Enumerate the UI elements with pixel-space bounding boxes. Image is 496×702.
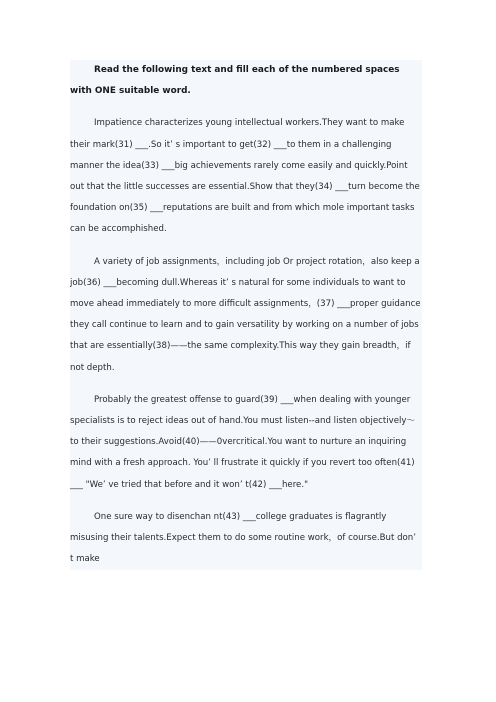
paragraph-gap [70, 379, 422, 390]
instruction-text: Read the following text and fill each of the numbered spaces with ONE suitable word. [70, 65, 400, 97]
paragraph-3: Probably the greatest offense to guard(39) ___when dealing with younger specialists is to reject ideas out of hand.You must listen--and listen objectively～to their suggestions.Avoid(40)——0vercritical.You want to nurture an inquiring mind with a fresh approach. You’ ll frustrate it quickly if you revert too often(41) ___ "We’ ve tried that before and it won’ t(42) ___here." [70, 394, 416, 490]
paragraph-gap [70, 102, 422, 113]
paragraph-1: Impatience characterizes young intellectual workers.They want to make their mark(31) ___.So it’ s important to get(32) ___to them in a challenging manner the idea(33) ___big achievements rarely come easily and quickly.Point out that the little successes are essential.Show that they(34) ___turn become the foundation on(35) ___reputations are built and from which mole important tasks can be accomphished. [70, 118, 420, 235]
paragraph-2: A variety of job assignments，including job Or project rotation，also keep a job(36) ___becoming dull.Whereas it’ s natural for some individuals to want to move ahead immediately to more difficult assignments，(37) ___proper guidance they call continue to learn and to gain versatility by working on a number of jobs that are essentially(38)——the same complexity.This way they gain breadth，if not depth. [70, 256, 421, 373]
document-body [70, 60, 422, 570]
paragraph-gap [70, 496, 422, 507]
paragraph-gap [70, 241, 422, 252]
paragraph-4: One sure way to disenchan nt(43) ___college graduates is flagrantly misusing their talents.Expect them to do some routine work，of course.But don’ t make [70, 511, 416, 565]
